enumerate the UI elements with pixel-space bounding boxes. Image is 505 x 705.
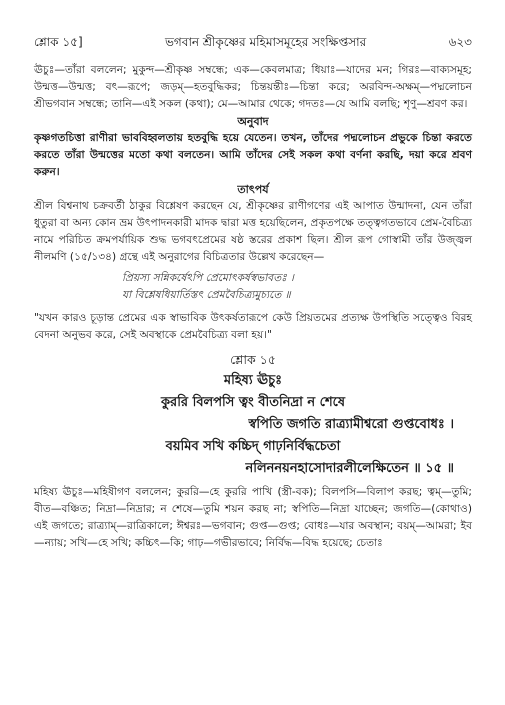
purport-text: শ্রীল বিশ্বনাথ চক্রবর্তী ঠাকুর বিশ্লেষণ করছেন যে, শ্রীকৃষ্ণের রাণীগণের এই আপাত উন্মাদনা, যেন তাঁরা ধুতুরা বা অন্য কোন ভ্রম উৎপাদনকারী মাদক দ্বারা মত্ত হয়েছিলেন, প্রকৃতপক্ষে তত্ত্বগতভাবে প্রেম-বৈচিত্র্য নামে পরিচিত ক্রমপর্যায়িক শুদ্ধ ভগবৎপ্রেমের ষষ্ঠ স্তরের প্রকাশ ছিল। শ্রীল রূপ গোস্বামী তাঁর উজ্জ্বল নীলমণি (১৫/১৩৪) গ্রন্থে এই অনুরাগের বিচিত্রতার উল্লেখ করেছেন— <box>34 200 472 263</box>
shloka-line-4: নলিননয়নহাসোদারলীলেক্ষিতেন ॥ ১৫ ॥ <box>245 461 454 476</box>
translation-heading: অনুবাদ <box>237 115 269 128</box>
purport-verse-line-1: প্রিয়স্য সন্নিকর্ষেঽপি প্রেমোৎকর্ষস্বভাবতঃ । <box>122 272 294 284</box>
shloka-heading: শ্লোক ১৫ <box>230 352 276 367</box>
shloka-line-3: বয়মিব সখি কচ্চিদ্ গাঢ়নির্বিদ্ধচেতা <box>165 439 341 454</box>
header-verse-ref: শ্লোক ১৫] <box>34 35 83 49</box>
synonyms-bottom: মহিষ্য ঊচুঃ—মহিষীগণ বললেন; কুররি—হে কুররি পাখি (স্ত্রী-বক); বিলপসি—বিলাপ করছ; ত্বম্—তুমি; বীত—বঞ্চিত; নিদ্রা—নিদ্রার; ন শেষে—তুমি শয়ন করছ না; স্বপিতি—নিদ্রা যাচ্ছেন; জগতি—(কোথাও) এই জগতে; রাত্র্যাম্—রাত্রিকালে; ঈশ্বরঃ—ভগবান; গুপ্ত—গুপ্ত; বোধঃ—যার অবস্থান; বয়ম্—আমরা; ইব—ন্যায়; সখি—হে সখি; কচ্চিৎ—কি; গাঢ়—গভীরভাবে; নির্বিদ্ধ—বিদ্ধ হয়েছে; চেতাঃ <box>34 486 472 549</box>
purport-verse-line-2: যা বিশ্লেষধিয়ার্তিস্তৎ প্রেমবৈচিত্র্যমুচ্যতে ॥ <box>122 289 291 301</box>
page-number: ৬২৩ <box>448 35 472 49</box>
purport-heading: তাৎপর্য <box>237 183 269 196</box>
page-header <box>34 34 472 50</box>
shloka-line-2: স্বপিতি জগতি রাত্র্যামীশ্বরো গুপ্তবোধঃ । <box>248 417 454 432</box>
synonyms-top: ঊচুঃ—তাঁরা বললেন; মুকুন্দ—শ্রীকৃষ্ণ সম্বন্ধে; এক—কেবলমাত্র; ধিয়াঃ—যাদের মন; গিরঃ—বাক্যসমূহ; উন্মত্ত—উন্মত্ত; বৎ—রূপে; জড়ম্—হতবুদ্ধিকর; চিন্তয়ন্তীঃ—চিন্তা করে; অরবিন্দ-অক্ষম্—পদ্মলোচন শ্রীভগবান সম্বন্ধে; তানি—এই সকল (কথা); মে—আমার থেকে; গদতঃ—যে আমি বলছি; শৃণু—শ্রবণ কর। <box>34 64 472 110</box>
shloka-line-0: মহিষ্য ঊচুঃ <box>223 373 283 388</box>
page-content <box>34 34 472 552</box>
shloka-line-1: কুররি বিলপসি ত্বং বীতনিদ্রা ন শেষে <box>160 395 346 410</box>
header-title: ভগবান শ্রীকৃষ্ণের মহিমাসমূহের সংক্ষিপ্তসার <box>164 35 367 49</box>
purport-verse <box>34 270 472 304</box>
purport-quote: "যখন কারও চূড়ান্ত প্রেমের এক স্বাভাবিক উৎকর্ষতারূপে কেউ প্রিয়তমের প্রত্যক্ষ উপস্থিতি সত্ত্বেও বিরহ বেদনা অনুভব করে, সেই অবস্থাকে প্রেমবৈচিত্র্য বলা হয়।" <box>34 312 472 341</box>
translation-text: কৃষ্ণগতচিত্তা রাণীরা ভাববিহ্বলতায় হতবুদ্ধি হয়ে যেতেন। তখন, তাঁদের পদ্মলোচন প্রভুকে চিন্তা করতে করতে তাঁরা উন্মত্তের মতো কথা বলতেন। আমি তাঁদের সেই সকল কথা বর্ণনা করছি, দয়া করে শ্রবণ করুন। <box>34 132 472 178</box>
